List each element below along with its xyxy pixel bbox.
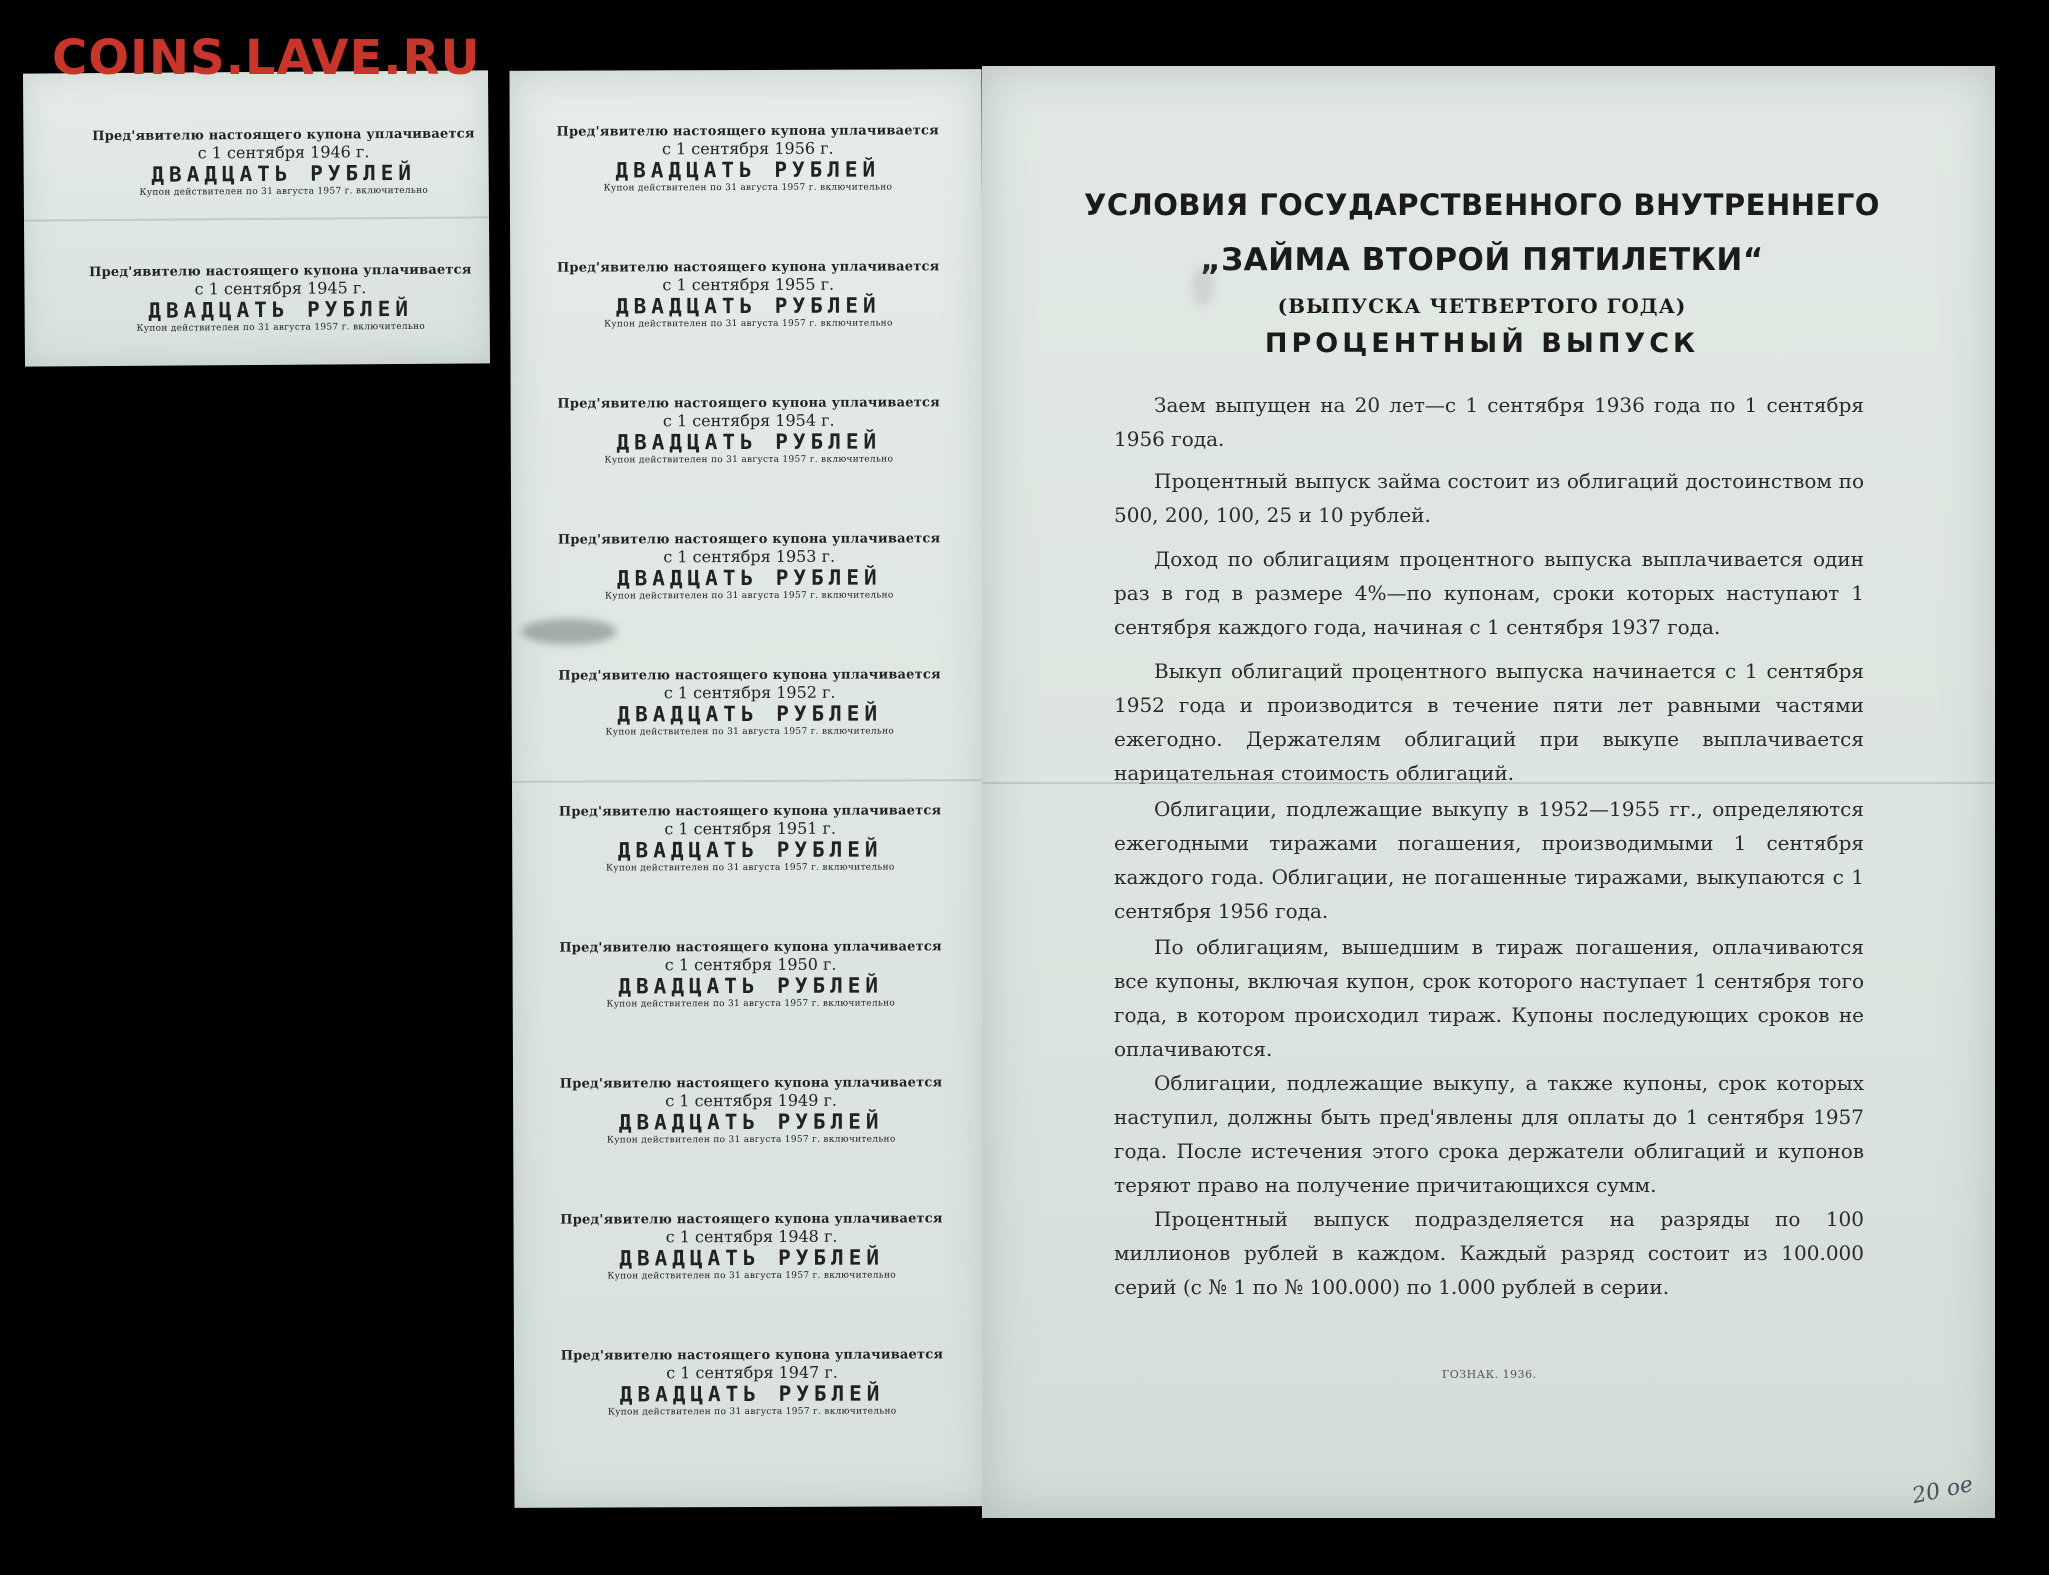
coupon-validity: Купон действителен по 31 августа 1957 г. включительно — [603, 182, 893, 194]
coupon-date: с 1 сентября 1948 г. — [665, 1226, 838, 1247]
coupon-validity: Купон действителен по 31 августа 1957 г. включительно — [136, 321, 426, 334]
coupon-date: с 1 сентября 1950 г. — [664, 954, 837, 975]
coupon-header: Пред'явителю настоящего купона уплачивается — [92, 126, 475, 145]
coupon-header: Пред'явителю настоящего купона уплачивается — [559, 1075, 943, 1092]
coupon-validity: Купон действителен по 31 августа 1957 г. включительно — [139, 185, 429, 198]
coupon-header: Пред'явителю настоящего купона уплачивается — [557, 395, 940, 412]
coupon-1948 — [531, 1211, 971, 1283]
coupon-1946 — [63, 126, 503, 199]
detached-coupon-strip — [23, 70, 490, 366]
issue-type-heading: ПРОЦЕНТНЫЙ ВЫПУСК — [1264, 328, 1700, 359]
coupon-1947 — [532, 1347, 972, 1419]
paragraph-draws: Облигации, подлежащие выкупу в 1952—1955 гг., определяются ежегодными тиражами погашения, производимыми 1 сентября каждого года. Облигации, не погашенные тиражами, выкупаются с 1 сентября 1956 года. — [1114, 797, 1864, 923]
ink-stain — [521, 618, 616, 644]
coupon-header: Пред'явителю настоящего купона уплачивается — [558, 803, 942, 820]
coupon-validity: Купон действителен по 31 августа 1957 г. включительно — [604, 454, 894, 466]
coupon-header: Пред'явителю настоящего купона уплачивается — [556, 123, 939, 140]
coupon-validity: Купон действителен по 31 августа 1957 г. включительно — [604, 318, 893, 330]
issue-year-subtitle: (ВЫПУСКА ЧЕТВЕРТОГО ГОДА) — [1277, 294, 1687, 318]
coupon-date: с 1 сентября 1955 г. — [662, 274, 835, 295]
coupon-1955 — [528, 259, 968, 331]
coupon-header: Пред'явителю настоящего купона уплачивается — [557, 531, 941, 548]
coupon-amount: ДВАДЦАТЬ РУБЛЕЙ — [618, 973, 884, 999]
coupon-header: Пред'явителю настоящего купона уплачивается — [558, 667, 941, 684]
coupon-date: с 1 сентября 1953 г. — [663, 546, 836, 567]
coupon-amount: ДВАДЦАТЬ РУБЛЕЙ — [615, 157, 881, 183]
coupon-validity: Купон действителен по 31 августа 1957 г. включительно — [607, 1270, 897, 1282]
coupon-validity: Купон действителен по 31 августа 1957 г. включительно — [604, 590, 894, 602]
coupon-header: Пред'явителю настоящего купона уплачивается — [559, 939, 942, 956]
coupon-date: с 1 сентября 1951 г. — [664, 818, 837, 839]
coupon-1954 — [529, 395, 969, 467]
coupon-header: Пред'явителю настоящего купона уплачивается — [560, 1211, 943, 1228]
coupon-validity: Купон действителен по 31 августа 1957 г. включительно — [605, 862, 895, 874]
coupon-validity: Купон действителен по 31 августа 1957 г. включительно — [607, 1406, 897, 1418]
coupon-date: с 1 сентября 1946 г. — [197, 142, 370, 163]
coupon-header: Пред'явителю настоящего купона уплачивается — [89, 262, 472, 281]
coupon-1950 — [531, 939, 971, 1011]
coupon-header: Пред'явителю настоящего купона уплачивается — [560, 1347, 944, 1364]
coupon-date: с 1 сентября 1954 г. — [662, 410, 835, 431]
paragraph-redemption: Выкуп облигаций процентного выпуска начинается с 1 сентября 1952 года и производится в течение пяти лет равными частями ежегодно. Держателям облигаций при выкупе выплачивается нарицательная стоимость облигаций. — [1114, 659, 1864, 785]
paragraph-coupons-paid: По облигациям, вышедшим в тираж погашения, оплачиваются все купоны, включая купон, срок которого наступает 1 сентября того года, в котором происходил тираж. Купоны последующих сроков не оплачиваются. — [1114, 935, 1864, 1061]
paragraph-income: Доход по облигациям процентного выпуска выплачивается один раз в год в размере 4%—по купонам, сроки которых наступают 1 сентября каждого года, начиная с 1 сентября 1937 года. — [1114, 547, 1864, 639]
fold-crease — [512, 779, 984, 783]
loan-name: „ЗАЙМА ВТОРОЙ ПЯТИЛЕТКИ“ — [1200, 242, 1764, 278]
coupon-amount: ДВАДЦАТЬ РУБЛЕЙ — [151, 160, 417, 187]
coupon-validity: Купон действителен по 31 августа 1957 г. включительно — [606, 998, 896, 1010]
coupon-amount: ДВАДЦАТЬ РУБЛЕЙ — [617, 837, 883, 863]
paragraph-presentation-deadline: Облигации, подлежащие выкупу, а также купоны, срок которых наступил, должны быть пред'явлены для оплаты до 1 сентября 1957 года. После истечения этого срока держатели облигаций и купонов теряют право на получение причитающихся сумм. — [1114, 1071, 1864, 1197]
coupon-amount: ДВАДЦАТЬ РУБЛЕЙ — [616, 429, 882, 455]
coupon-1956 — [528, 123, 968, 195]
coupon-1953 — [529, 531, 969, 603]
coupon-date: с 1 сентября 1949 г. — [665, 1090, 837, 1111]
coupon-header: Пред'явителю настоящего купона уплачивается — [556, 259, 940, 276]
coupon-sheet — [509, 69, 986, 1508]
coupon-1951 — [530, 803, 970, 875]
coupon-date: с 1 сентября 1947 г. — [666, 1362, 838, 1383]
paragraph-denominations: Процентный выпуск займа состоит из облигаций достоинством по 500, 200, 100, 25 и 10 рублей. — [1114, 469, 1864, 527]
coupon-date: с 1 сентября 1956 г. — [661, 138, 834, 159]
coupon-amount: ДВАДЦАТЬ РУБЛЕЙ — [148, 296, 414, 323]
coupon-amount: ДВАДЦАТЬ РУБЛЕЙ — [617, 701, 883, 727]
coupon-1952 — [530, 667, 970, 739]
coupon-validity: Купон действителен по 31 августа 1957 г. включительно — [606, 1134, 896, 1146]
loan-conditions-sheet — [982, 66, 1995, 1518]
printer-imprint: ГОЗНАК. 1936. — [1442, 1368, 1537, 1381]
conditions-title: УСЛОВИЯ ГОСУДАРСТВЕННОГО ВНУТРЕННЕГО — [1084, 188, 1880, 222]
strip-divider — [24, 216, 489, 221]
coupon-amount: ДВАДЦАТЬ РУБЛЕЙ — [615, 293, 881, 319]
coupon-validity: Купон действителен по 31 августа 1957 г. включительно — [605, 726, 895, 738]
paragraph-term: Заем выпущен на 20 лет—с 1 сентября 1936 года по 1 сентября 1956 года. — [1114, 393, 1864, 451]
coupon-1949 — [531, 1075, 971, 1147]
coupon-1945 — [60, 262, 500, 335]
coupon-amount: ДВАДЦАТЬ РУБЛЕЙ — [619, 1245, 885, 1271]
site-watermark: COINS.LAVE.RU — [52, 30, 481, 86]
coupon-amount: ДВАДЦАТЬ РУБЛЕЙ — [619, 1381, 885, 1407]
paper-spot — [1192, 266, 1214, 306]
handwritten-note: 20 ое — [1910, 1471, 1976, 1510]
coupon-date: с 1 сентября 1952 г. — [663, 682, 836, 703]
coupon-amount: ДВАДЦАТЬ РУБЛЕЙ — [616, 565, 882, 591]
paragraph-categories: Процентный выпуск подразделяется на разряды по 100 миллионов рублей в каждом. Каждый разряд состоит из 100.000 серий (с № 1 по № 100.000) по 1.000 рублей в серии. — [1114, 1207, 1864, 1299]
coupon-amount: ДВАДЦАТЬ РУБЛЕЙ — [618, 1109, 884, 1135]
coupon-date: с 1 сентября 1945 г. — [194, 278, 367, 299]
